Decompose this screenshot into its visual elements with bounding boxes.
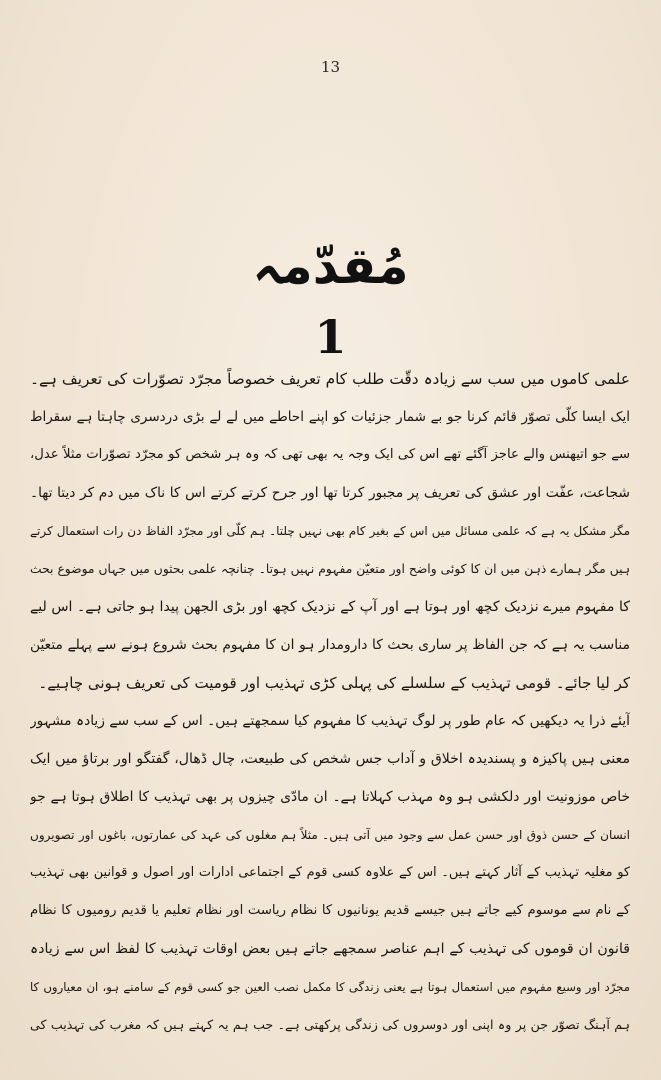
page-number: 13 [320,58,341,76]
text-line: ہیں مگر ہمارے ذہن میں ان کا کوئی واضح اور متعیّن مفہوم نہیں ہوتا۔ چنانچہ علمی بحثوں میں جہاں موضوع بحث [30,562,630,576]
text-line: سے جو اتیھنس والے عاجز آگئے تھے اس کی ایک وجہ یہ بھی تھی کہ وہ ہر شخص کو مجرّد تصوّرات مثلاً عدل، [30,447,630,462]
body-text [30,360,630,1044]
text-line: مناسب یہ ہے کہ جن الفاظ پر ساری بحث کا دارومدار ہو ان کا مفہوم بحث شروع ہونے سے پہلے متعیّن [30,637,630,653]
text-line: کا مفہوم میرے نزدیک کچھ اور ہوتا ہے اور آپ کے نزدیک کچھ اور بڑی الجھن پیدا ہو جاتی ہے۔ اس لیے [30,599,630,615]
text-line: علمی کاموں میں سب سے زیادہ دقّت طلب کام تعریف خصوصاً مجرّد تصوّرات کی تعریف ہے۔ [30,370,630,388]
section-number: 1 [314,310,347,364]
text-line: کر لیا جائے۔ قومی تہذیب کے سلسلے کی پہلی کڑی تہذیب اور قومیت کی تعریف ہونی چاہیے۔ [38,674,630,692]
text-line: کو مغلیہ تہذیب کے آثار کہتے ہیں۔ اس کے علاوہ کسی قوم کے اجتماعی ادارات اور اصول و قوانین بھی تہذیب [30,865,630,880]
text-line: معنی ہیں پاکیزہ و پسندیدہ اخلاق و آداب جس شخص کی طبیعت، چال ڈھال، گفتگو اور برتاؤ میں ایک [30,751,630,767]
text-line: مجرّد اور وسیع مفہوم میں استعمال ہوتا ہے یعنی زندگی کا مکمل نصب العین جو کسی قوم کے سامنے ہو، ان معیاروں کا [30,980,630,994]
text-line: انسان کے حسن ذوق اور حسن عمل سے وجود میں آتی ہیں۔ مثلاً ہم مغلوں کی عہد کی عمارتوں، باغوں اور تصویروں [30,828,630,842]
text-line: کے نام سے موسوم کیے جاتے ہیں جیسے قدیم یونانیوں کا نظام ریاست اور نظام تعلیم یا قدیم رومیوں کا نظام [30,903,630,918]
chapter-heading: مُقدّمہ [252,237,409,295]
text-line: خاص موزونیت اور دلکشی ہو وہ مہذب کہلاتا ہے۔ ان مادّی چیزوں پر بھی تہذیب کا اطلاق ہوتا ہے جو [30,789,630,805]
text-line: شجاعت، عفّت اور عشق کی تعریف پر مجبور کرتا تھا اور جرح کرتے کرتے اس کا ناک میں دم کر دیتا تھا۔ [30,485,630,501]
text-line: قانون ان قوموں کی تہذیب کے اہم عناصر سمجھے جاتے ہیں بعض اوقات تہذیب کا لفظ اس سے زیادہ [30,941,630,957]
text-line: ایک ایسا کلّی تصوّر قائم کرنا جو بے شمار جزئیات کو اپنے احاطے میں لے لے بڑی دردسری چاہتا ہے سقراط [30,409,630,425]
text-line: آیئے ذرا یہ دیکھیں کہ عام طور پر لوگ تہذیب کا مفہوم کیا سمجھتے ہیں۔ اس کے سب سے زیادہ مشہور [30,713,630,729]
text-line: مگر مشکل یہ ہے کہ علمی مسائل میں اس کے بغیر کام بھی نہیں چلتا۔ ہم کلّی اور مجرّد الفاظ دن رات استعمال کرتے [30,524,630,538]
text-line: ہم آہنگ تصوّر جن پر وہ اپنی اور دوسروں کی زندگی پرکھتی ہے۔ جب ہم یہ کہتے ہیں کہ مغرب کی تہذیب کی [30,1017,630,1032]
